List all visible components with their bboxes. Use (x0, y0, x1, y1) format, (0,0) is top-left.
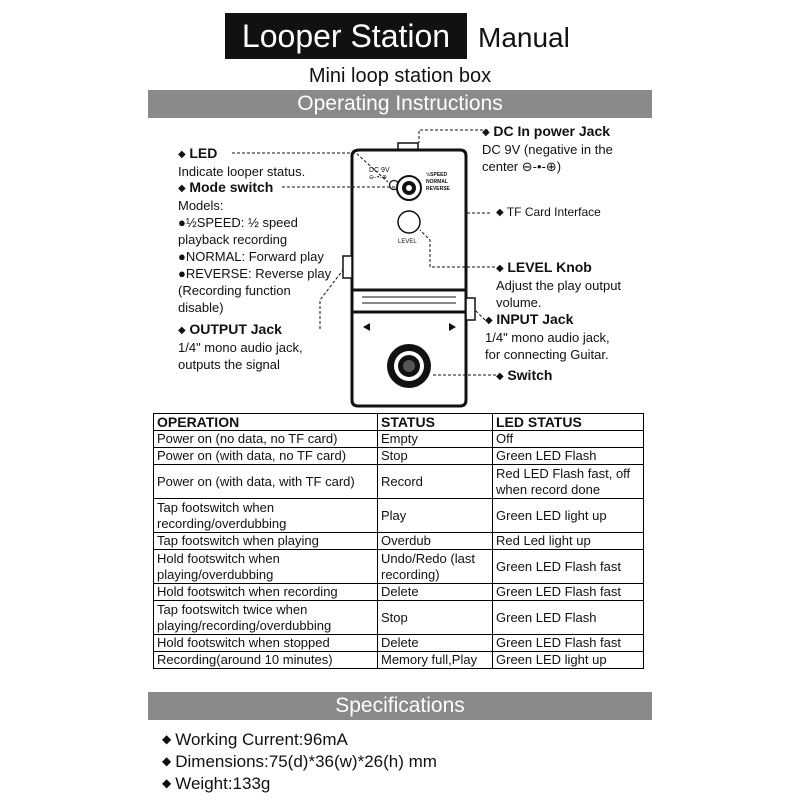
level-label: LEVEL (398, 239, 417, 245)
level-callout-line: Adjust the play output (496, 278, 622, 293)
spec-working-current: Working Current:96mA (175, 730, 348, 749)
table-row (154, 499, 644, 533)
cell-status: Stop (378, 601, 493, 635)
cell-operation: Tap footswitch twice when playing/recording/overdubbing (154, 601, 378, 635)
input-callout-title: INPUT Jack (496, 311, 574, 327)
mode-callout-line: Models: (178, 198, 224, 213)
mode-callout-line: ●REVERSE: Reverse play (178, 266, 332, 281)
table-row (154, 584, 644, 601)
header-status: STATUS (378, 414, 493, 431)
cell-status: Delete (378, 584, 493, 601)
cell-operation: Power on (no data, no TF card) (154, 431, 378, 448)
header-led-status: LED STATUS (493, 414, 644, 431)
spec-dimensions: Dimensions:75(d)*36(w)*26(h) mm (175, 752, 437, 771)
table-header-row (154, 414, 644, 431)
cell-status: Undo/Redo (last recording) (378, 550, 493, 584)
cell-status: Stop (378, 448, 493, 465)
table-row (154, 652, 644, 669)
mode-option-3: REVERSE (426, 186, 450, 192)
cell-led-status: Green LED Flash (493, 448, 644, 465)
header-operation: OPERATION (154, 414, 378, 431)
cell-status: Empty (378, 431, 493, 448)
output-callout-line: 1/4" mono audio jack, (178, 340, 303, 355)
manual-title-suffix: Manual (478, 22, 570, 53)
output-callout-line: outputs the signal (178, 357, 280, 372)
cell-led-status: Green LED Flash fast (493, 584, 644, 601)
spec-weight: Weight:133g (175, 774, 271, 793)
mode-option-1: ½SPEED (426, 172, 448, 178)
dc-callout-line: center ⊖-•-⊕) (482, 159, 562, 174)
table-row (154, 465, 644, 499)
input-jack-shape (466, 298, 475, 320)
cell-status: Overdub (378, 533, 493, 550)
input-callout-line: 1/4" mono audio jack, (485, 330, 610, 345)
cell-operation: Tap footswitch when recording/overdubbing (154, 499, 378, 533)
spec-item: ◆ Working Current:96mA (162, 730, 348, 749)
mode-callout-line: ●NORMAL: Forward play (178, 249, 324, 264)
cell-led-status: Green LED light up (493, 652, 644, 669)
mode-option-2: NORMAL (426, 179, 448, 185)
input-callout-line: for connecting Guitar. (485, 347, 609, 362)
cell-operation: Power on (with data, no TF card) (154, 448, 378, 465)
cell-operation: Recording(around 10 minutes) (154, 652, 378, 669)
cell-led-status: Green LED Flash fast (493, 635, 644, 652)
cell-led-status: Red LED Flash fast, off when record done (493, 465, 644, 499)
tf-card-callout: ◆ TF Card Interface (496, 205, 601, 219)
spec-item: ◆ Dimensions:75(d)*36(w)*26(h) mm (162, 752, 437, 771)
spec-item: ◆ Weight:133g (162, 774, 271, 793)
dc-leader (419, 130, 488, 143)
manual-subtitle: Mini loop station box (308, 65, 492, 87)
cell-led-status: Green LED light up (493, 499, 644, 533)
device-hinge (352, 290, 466, 312)
dc-callout-line: DC 9V (negative in the (482, 142, 613, 157)
operations-table (153, 413, 644, 669)
dc-jack-callout: ◆ DC In power Jack DC 9V (negative in the center ⊖-•-⊕) (482, 123, 613, 174)
dc-label: DC 9V (369, 167, 390, 174)
table-row (154, 601, 644, 635)
led-callout: ◆ LED Indicate looper status. (178, 145, 306, 179)
mode-callout-line: (Recording function (178, 283, 291, 298)
operating-instructions-heading: Operating Instructions (148, 90, 652, 118)
mode-callout-line: ●½SPEED: ½ speed (178, 215, 298, 230)
cell-operation: Tap footswitch when playing (154, 533, 378, 550)
table-row (154, 431, 644, 448)
mode-callout-line: playback recording (178, 232, 288, 247)
mode-callout-line: disable) (178, 300, 224, 315)
level-callout-title: LEVEL Knob (507, 259, 592, 275)
input-jack-callout: ◆ INPUT Jack 1/4" mono audio jack, for connecting Guitar. (485, 311, 610, 362)
switch-callout-title: Switch (507, 367, 553, 383)
led-callout-desc: Indicate looper status. (178, 164, 306, 179)
level-knob-shape (398, 211, 420, 233)
svg-text:⊖-•-⊕: ⊖-•-⊕ (369, 174, 387, 181)
cell-status: Play (378, 499, 493, 533)
table-row (154, 635, 644, 652)
output-jack-callout: ◆ OUTPUT Jack 1/4" mono audio jack, outputs the signal (178, 321, 303, 372)
cell-operation: Power on (with data, with TF card) (154, 465, 378, 499)
cell-operation: Hold footswitch when recording (154, 584, 378, 601)
output-callout-title: OUTPUT Jack (189, 321, 282, 337)
dc-callout-title: DC In power Jack (493, 123, 611, 139)
level-knob-callout: ◆ LEVEL Knob Adjust the play output volume. (496, 259, 622, 310)
table-row (154, 533, 644, 550)
cell-status: Record (378, 465, 493, 499)
led-callout-title: LED (189, 145, 218, 161)
mode-switch-callout: ◆ Mode switch Models: ●½SPEED: ½ speed playback recording ●NORMAL: Forward play ●REVERSE: Reverse play (Recording function disable) (178, 179, 332, 315)
cell-led-status: Off (493, 431, 644, 448)
table-row (154, 550, 644, 584)
cell-led-status: Green LED Flash fast (493, 550, 644, 584)
tf-callout-text: TF Card Interface (506, 205, 601, 219)
cell-status: Memory full,Play (378, 652, 493, 669)
specifications-heading: Specifications (148, 692, 652, 720)
cell-status: Delete (378, 635, 493, 652)
input-leader (475, 310, 485, 320)
level-callout-line: volume. (496, 295, 542, 310)
manual-title: Looper Station (225, 13, 467, 59)
cell-led-status: Green LED Flash (493, 601, 644, 635)
cell-operation: Hold footswitch when stopped (154, 635, 378, 652)
table-row (154, 448, 644, 465)
cell-led-status: Red Led light up (493, 533, 644, 550)
mode-callout-title: Mode switch (189, 179, 274, 195)
switch-callout: ◆ Switch (496, 367, 553, 383)
cell-operation: Hold footswitch when playing/overdubbing (154, 550, 378, 584)
output-jack-shape (343, 256, 352, 278)
